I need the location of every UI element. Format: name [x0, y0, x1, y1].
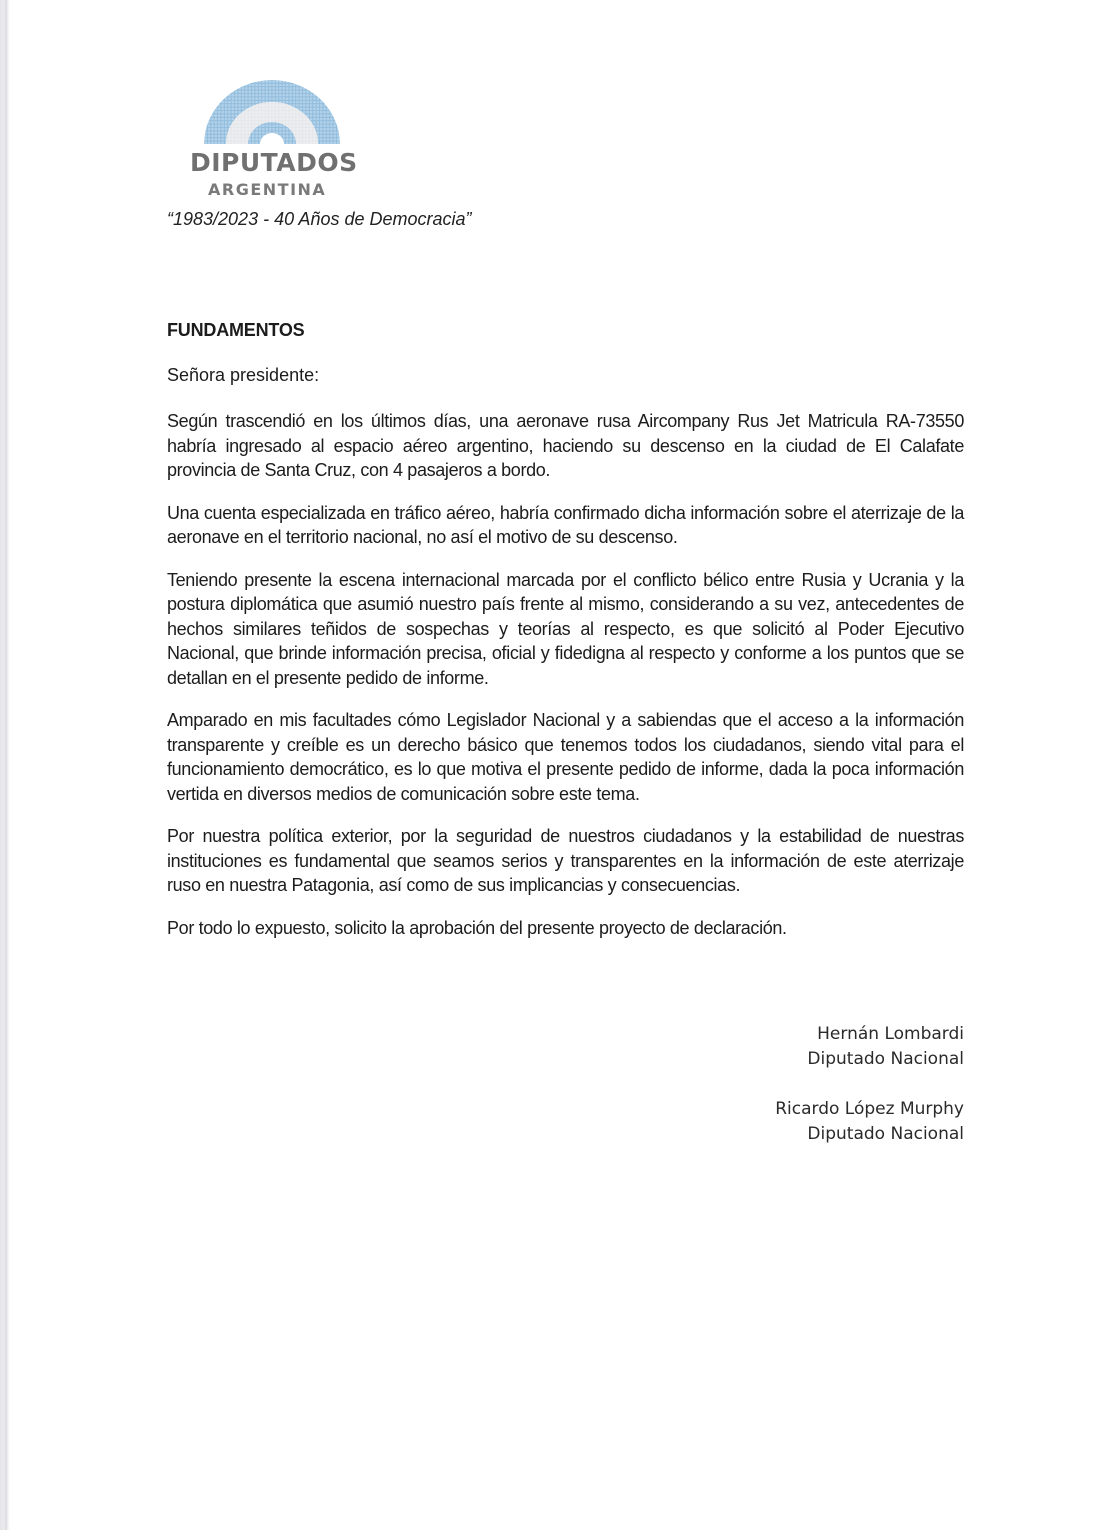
- paragraph: Por todo lo expuesto, solicito la aprobación del presente proyecto de declaración.: [167, 917, 787, 938]
- logo-title: DIPUTADOS: [190, 148, 358, 177]
- logo-subtitle: ARGENTINA: [208, 180, 327, 199]
- signer-name: Ricardo López Murphy: [775, 1099, 964, 1119]
- salutation: Señora presidente:: [167, 364, 320, 385]
- signer-title: Diputado Nacional: [807, 1124, 964, 1144]
- motto: “1983/2023 - 40 Años de Democracia”: [167, 209, 472, 229]
- signature-section: [775, 1022, 964, 1172]
- document-body: [167, 318, 964, 958]
- paragraph: Teniendo presente la escena internacional marcada por el conflicto bélico entre Rusia y Ucrania y la postura diplomática que asumió nuestro país frente al mismo, considerando a su vez, antecedentes de hechos similares teñidos de sospechas y teorías al respecto, es que solicitó al Poder Ejecutivo Nacional, que brinde información precisa, oficial y fidedigna al respecto y conforme a los puntos que se detallan en el presente pedido de informe.: [167, 569, 964, 688]
- paragraph: Una cuenta especializada en tráfico aéreo, habría confirmado dicha información sobre el aterrizaje de la aeronave en el territorio nacional, no así el motivo de su descenso.: [167, 502, 964, 547]
- paragraph: Por nuestra política exterior, por la seguridad de nuestros ciudadanos y la estabilidad de nuestras instituciones es fundamental que seamos serios y transparentes en la información de este aterrizaje ruso en nuestra Patagonia, así como de sus implicancias y consecuencias.: [167, 826, 964, 895]
- section-heading: FUNDAMENTOS: [167, 320, 305, 340]
- hemicycle-seats-icon: [204, 80, 340, 144]
- signature-block: [775, 1022, 964, 1072]
- signature-block: [775, 1097, 964, 1147]
- paragraph: Según trascendió en los últimos días, una aeronave rusa Aircompany Rus Jet Matricula RA-73550 habría ingresado al espacio aéreo argentino, haciendo su descenso en la ciudad de El Calafate provincia de Santa Cruz, con 4 pasajeros a bordo.: [167, 411, 964, 480]
- paragraph: Amparado en mis facultades cómo Legislador Nacional y a sabiendas que el acceso a la información transparente y creíble es un derecho básico que tenemos todos los ciudadanos, siendo vital para el funcionamiento democrático, es lo que motiva el presente pedido de informe, dada la poca información vertida en diversos medios de comunicación sobre este tema.: [167, 710, 964, 804]
- signer-title: Diputado Nacional: [807, 1049, 964, 1069]
- signer-name: Hernán Lombardi: [817, 1024, 964, 1044]
